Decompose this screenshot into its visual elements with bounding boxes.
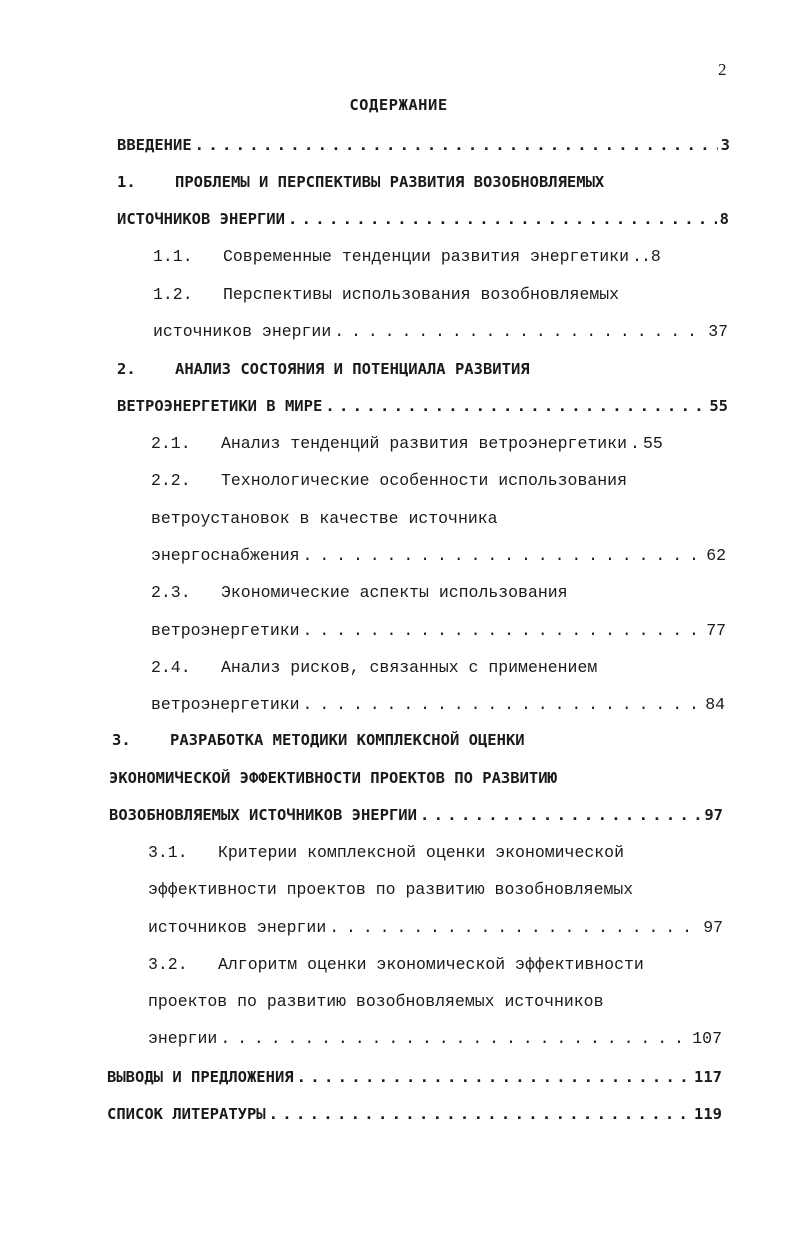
toc-section-1-1[interactable]	[153, 242, 731, 272]
toc-section-3-2-cont[interactable]	[148, 987, 728, 1017]
chapter-number: 3.	[112, 731, 131, 749]
toc-section-2-4-end[interactable]	[151, 690, 725, 720]
toc-page-number: 84	[705, 695, 725, 714]
toc-section-2-2-cont[interactable]	[151, 504, 729, 534]
section-title-line: Анализ тенденций развития ветроэнергетики	[221, 434, 627, 453]
chapter-title-line: ПРОБЛЕМЫ И ПЕРСПЕКТИВЫ РАЗВИТИЯ ВОЗОБНОВЛЯЕМЫХ	[175, 173, 605, 191]
toc-page-number: 117	[694, 1068, 722, 1086]
section-title-line: Современные тенденции развития энергетики	[223, 247, 629, 266]
toc-section-3-2-end[interactable]	[148, 1024, 722, 1054]
section-title-line: Алгоритм оценки экономической эффективности	[218, 955, 644, 974]
section-number: 3.2.	[148, 955, 188, 974]
section-title-line: эффективности проектов по развитию возобновляемых	[148, 880, 634, 899]
toc-section-2-3-end[interactable]	[151, 616, 726, 646]
toc-chapter-1-heading[interactable]	[117, 167, 707, 197]
leader-dots	[269, 1099, 691, 1129]
toc-page-number: 8	[719, 210, 729, 228]
toc-page-number: 37	[708, 322, 728, 341]
toc-section-1-2[interactable]	[153, 280, 731, 310]
leader-dots	[329, 913, 700, 943]
section-number: 2.2.	[151, 471, 191, 490]
toc-page-number: 55	[709, 397, 728, 415]
section-title-line: энергии	[148, 1029, 218, 1048]
toc-chapter-1-end[interactable]	[117, 204, 729, 234]
toc-title: СОДЕРЖАНИЕ	[349, 96, 448, 114]
toc-entry-label: ВВЕДЕНИЕ	[117, 136, 192, 154]
section-title-line: энергоснабжения	[151, 546, 300, 565]
toc-entry-label: СПИСОК ЛИТЕРАТУРЫ	[107, 1105, 266, 1123]
toc-section-3-1-cont[interactable]	[148, 875, 728, 905]
leader-dots	[297, 1062, 691, 1092]
section-title-line: ветроустановок в качестве источника	[151, 509, 498, 528]
page-number: 2	[718, 60, 727, 79]
toc-page-number: .8	[640, 247, 661, 266]
section-title-line: Экономические аспекты использования	[221, 583, 568, 602]
chapter-title-line: РАЗРАБОТКА МЕТОДИКИ КОМПЛЕКСНОЙ ОЦЕНКИ	[170, 731, 525, 749]
toc-chapter-3-cont[interactable]	[109, 763, 729, 793]
chapter-title-line: ВОЗОБНОВЛЯЕМЫХ ИСТОЧНИКОВ ЭНЕРГИИ	[109, 806, 417, 824]
toc-page-number: 77	[706, 621, 726, 640]
toc-chapter-2-end[interactable]	[117, 391, 728, 421]
leader-dots	[334, 317, 705, 347]
section-title-line: Анализ рисков, связанных с применением	[221, 658, 598, 677]
leader-dots	[288, 204, 717, 234]
toc-entry-label: ВЫВОДЫ И ПРЕДЛОЖЕНИЯ	[107, 1068, 294, 1086]
toc-section-2-3[interactable]	[151, 578, 729, 608]
leader-dots	[420, 800, 701, 830]
section-title-line: Критерии комплексной оценки экономической	[218, 843, 624, 862]
section-title-line: проектов по развитию возобновляемых источников	[148, 992, 604, 1011]
toc-page-number: 97	[703, 918, 723, 937]
chapter-title-line: ВЕТРОЭНЕРГЕТИКИ В МИРЕ	[117, 397, 323, 415]
toc-chapter-3-end[interactable]	[109, 800, 723, 830]
toc-chapter-3-heading[interactable]	[112, 725, 712, 755]
section-number: 1.1.	[153, 247, 193, 266]
toc-chapter-2-heading[interactable]	[117, 354, 707, 384]
toc-section-2-2[interactable]	[151, 466, 729, 496]
toc-page-number: 119	[694, 1105, 722, 1123]
toc-entry-references[interactable]	[107, 1099, 722, 1129]
leader-dots	[220, 1024, 689, 1054]
toc-section-2-4[interactable]	[151, 653, 729, 683]
toc-section-2-2-end[interactable]	[151, 541, 726, 571]
leader-dots	[303, 690, 703, 720]
chapter-number: 2.	[117, 360, 136, 378]
chapter-title-line: ИСТОЧНИКОВ ЭНЕРГИИ	[117, 210, 285, 228]
leader-dots	[195, 130, 718, 160]
toc-section-3-2[interactable]	[148, 950, 728, 980]
toc-section-2-1[interactable]	[151, 429, 729, 459]
section-number: 3.1.	[148, 843, 188, 862]
section-title-line: ветроэнергетики	[151, 695, 300, 714]
section-title-line: ветроэнергетики	[151, 621, 300, 640]
section-number: 2.3.	[151, 583, 191, 602]
toc-section-3-1-end[interactable]	[148, 913, 723, 943]
section-title-line: источников энергии	[153, 322, 332, 341]
toc-section-3-1[interactable]	[148, 838, 728, 868]
leader-dots	[325, 391, 706, 421]
toc-section-1-2-end[interactable]	[153, 317, 728, 347]
section-title-line: Технологические особенности использования	[221, 471, 627, 490]
leader-dots	[303, 541, 704, 571]
chapter-number: 1.	[117, 173, 136, 191]
toc-page-number: 107	[692, 1029, 722, 1048]
section-number: 2.4.	[151, 658, 191, 677]
chapter-title-line: АНАЛИЗ СОСТОЯНИЯ И ПОТЕНЦИАЛА РАЗВИТИЯ	[175, 360, 530, 378]
toc-page-number: 3	[720, 136, 730, 154]
section-title-line: Перспективы использования возобновляемых	[223, 285, 620, 304]
toc-page-number: 97	[704, 806, 723, 824]
toc-entry-conclusions[interactable]	[107, 1062, 722, 1092]
section-title-line: источников энергии	[148, 918, 327, 937]
toc-page-number: 55	[642, 434, 663, 453]
leader-dots	[303, 616, 704, 646]
toc-page-number: 62	[706, 546, 726, 565]
toc-entry-intro[interactable]	[117, 130, 730, 160]
section-number: 2.1.	[151, 434, 191, 453]
section-number: 1.2.	[153, 285, 193, 304]
chapter-title-line: ЭКОНОМИЧЕСКОЙ ЭФФЕКТИВНОСТИ ПРОЕКТОВ ПО РАЗВИТИЮ	[109, 769, 557, 787]
